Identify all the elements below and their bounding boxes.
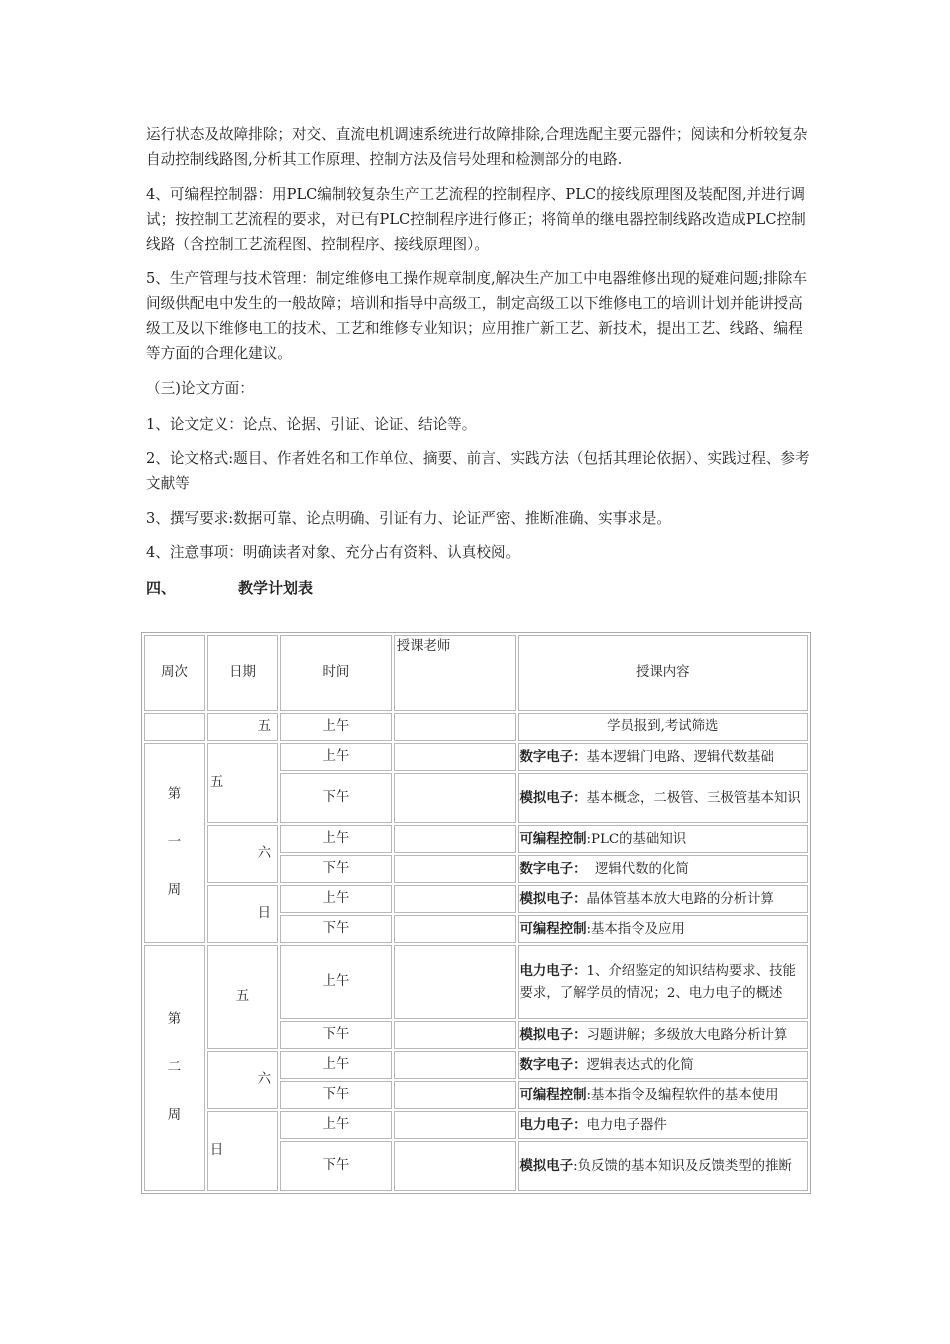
day-cell: 日 — [207, 1111, 278, 1191]
time-cell: 下午 — [280, 855, 392, 883]
teacher-cell — [394, 915, 516, 943]
paragraph-management: 5、生产管理与技术管理：制定维修电工操作规章制度,解决生产加工中电器维修出现的疑难问题;排除车间级供配电中发生的一般故障；培训和指导中高级工，制定高级工以下维修电工的培训计划并能讲授高级工及以下维修电工的技术、工艺和维修专业知识；应用推广新工艺、新技术，提出工艺、线路、编程等方面的合理化建议。 — [146, 270, 807, 362]
teacher-cell — [394, 1111, 516, 1139]
content-cell: 电力电子：电力电子器件 — [518, 1111, 808, 1139]
paragraph-writing-requirements: 3、撰写要求:数据可靠、论点明确、引证有力、论证严密、推断准确、实事求是。 — [146, 510, 671, 527]
teacher-cell — [394, 825, 516, 853]
paragraph-continuation: 运行状态及故障排除；对交、直流电机调速系统进行故障排除,合理选配主要元器件；阅读和分析较复杂自动控制线路图,分析其工作原理、控制方法及信号处理和检测部分的电路. — [146, 126, 808, 168]
header-week: 周次 — [144, 635, 205, 711]
time-cell: 上午 — [280, 743, 392, 771]
content-cell: 模拟电子:负反馈的基本知识及反馈类型的推断 — [518, 1141, 808, 1191]
week-cell-empty — [144, 713, 205, 741]
day-cell: 六 — [207, 1051, 278, 1109]
paragraph-thesis-title: （三)论文方面： — [146, 380, 254, 397]
time-cell: 下午 — [280, 1081, 392, 1109]
teacher-cell — [394, 773, 516, 823]
time-cell: 上午 — [280, 885, 392, 913]
day-cell: 日 — [207, 885, 278, 943]
time-cell: 下午 — [280, 1141, 392, 1191]
time-cell: 下午 — [280, 1021, 392, 1049]
header-time: 时间 — [280, 635, 392, 711]
paragraph-notes: 4、注意事项：明确读者对象、充分占有资料、认真校阅。 — [146, 544, 521, 561]
section-heading — [146, 577, 313, 599]
teacher-cell — [394, 945, 516, 1019]
time-cell: 上午 — [280, 945, 392, 1019]
teacher-cell — [394, 1141, 516, 1191]
content-cell: 模拟电子：晶体管基本放大电路的分析计算 — [518, 885, 808, 913]
section-title: 教学计划表 — [238, 579, 314, 597]
table-header-row — [144, 635, 808, 711]
paragraph-plc: 4、可编程控制器：用PLC编制较复杂生产工艺流程的控制程序、PLC的接线原理图及装配图,并进行调试；按控制工艺流程的要求，对已有PLC控制程序进行修正；将简单的继电器控制线路改造成PLC控制线路（含控制工艺流程图、控制程序、接线原理图）。 — [146, 186, 806, 253]
week-label-1: 第 一 周 — [144, 743, 205, 943]
table-row — [144, 1051, 808, 1079]
content-cell: 可编程控制:基本指令及应用 — [518, 915, 808, 943]
teacher-cell — [394, 1081, 516, 1109]
time-cell: 下午 — [280, 773, 392, 823]
teaching-plan-table — [141, 632, 811, 1194]
time-cell: 上午 — [280, 1051, 392, 1079]
time-cell: 上午 — [280, 1111, 392, 1139]
section-number: 四、 — [146, 579, 177, 597]
content-cell: 可编程控制:PLC的基础知识 — [518, 825, 808, 853]
day-cell: 五 — [207, 945, 278, 1049]
content-cell: 学员报到,考试筛选 — [518, 713, 808, 741]
content-cell: 可编程控制:基本指令及编程软件的基本使用 — [518, 1081, 808, 1109]
teacher-cell — [394, 1021, 516, 1049]
table-row — [144, 743, 808, 771]
content-cell: 数字电子：基本逻辑门电路、逻辑代数基础 — [518, 743, 808, 771]
content-cell: 数字电子： 逻辑代数的化简 — [518, 855, 808, 883]
content-cell: 电力电子：1、介绍鉴定的知识结构要求、技能要求，了解学员的情况；2、电力电子的概述 — [518, 945, 808, 1019]
content-cell: 模拟电子：习题讲解；多级放大电路分析计算 — [518, 1021, 808, 1049]
header-content: 授课内容 — [518, 635, 808, 711]
table-row — [144, 1111, 808, 1139]
content-cell: 模拟电子：基本概念，二极管、三极管基本知识 — [518, 773, 808, 823]
header-date: 日期 — [207, 635, 278, 711]
teacher-cell — [394, 855, 516, 883]
week-label-2: 第 二 周 — [144, 945, 205, 1191]
paragraph-thesis-format: 2、论文格式:题目、作者姓名和工作单位、摘要、前言、实践方法（包括其理论依据）、实践过程、参考文献等 — [146, 450, 810, 492]
content-cell: 数字电子：逻辑表达式的化简 — [518, 1051, 808, 1079]
time-cell: 上午 — [280, 713, 392, 741]
table-row — [144, 825, 808, 853]
teacher-cell — [394, 885, 516, 913]
teacher-cell — [394, 713, 516, 741]
time-cell: 上午 — [280, 825, 392, 853]
paragraph-thesis-definition: 1、论文定义：论点、论据、引证、论证、结论等。 — [146, 416, 477, 433]
day-cell: 五 — [207, 743, 278, 823]
table-row — [144, 945, 808, 1019]
teacher-cell — [394, 1051, 516, 1079]
table-row — [144, 713, 808, 741]
day-cell: 五 — [207, 713, 278, 741]
table-row — [144, 885, 808, 913]
day-cell: 六 — [207, 825, 278, 883]
time-cell: 下午 — [280, 915, 392, 943]
header-teacher: 授课老师 — [394, 635, 516, 711]
teacher-cell — [394, 743, 516, 771]
